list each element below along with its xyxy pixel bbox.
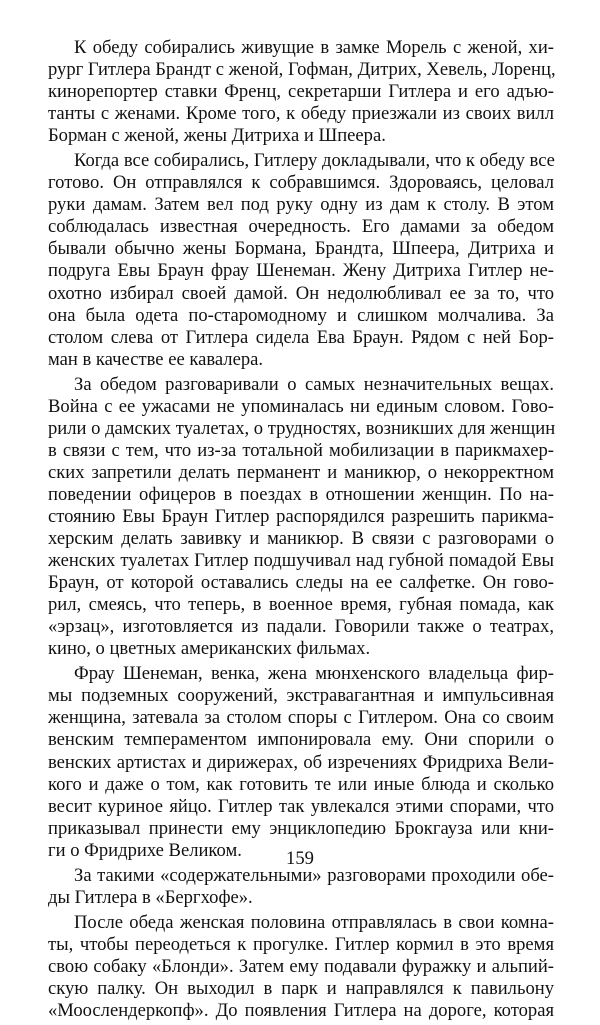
- text-line: кино, о цветных американских фильмах.: [48, 638, 371, 660]
- text-line: Когда все собирались, Гитлеру докладывали, что к обеду все: [74, 150, 555, 172]
- text-line: «эрзац», изготовляется из падали. Говорили также о театрах,: [48, 616, 554, 638]
- text-line: венских артистах и дирижерах, об изречениях Фридриха Вели-: [48, 751, 554, 773]
- paragraph: [48, 663, 554, 861]
- page-number: 159: [286, 848, 314, 869]
- text-line: Борман с женой, жены Дитриха и Шпеера.: [48, 125, 386, 147]
- text-line: рили о дамских туалетах, о трудностях, возникших для женщин: [48, 417, 556, 439]
- text-line: соблюдалась известная очередность. Его дамами за обедом: [48, 216, 554, 238]
- text-line: поведении офицеров в поездах в отношении женщин. По на-: [48, 483, 554, 505]
- text-line: ман в качестве ее кавалера.: [48, 348, 264, 370]
- text-line: «Моослендеркопф». До появления Гитлера на дороге, которая: [48, 1000, 554, 1022]
- text-line: Браун, от которой оставались следы на ее салфетке. Он гово-: [48, 572, 554, 594]
- paragraph: [48, 912, 554, 1022]
- text-line: После обеда женская половина отправлялась в свои комна-: [74, 911, 554, 933]
- text-line: скую палку. Он выходил в парк и направлялся к павильону: [48, 977, 554, 999]
- text-line: За такими «содержательными» разговорами проходили обе-: [74, 864, 554, 886]
- text-line: мы подземных сооружений, экстравагантная и импульсивная: [48, 685, 554, 707]
- text-line: ских запретили делать перманент и маникюр, о некорректном: [48, 461, 554, 483]
- text-line: За обедом разговаривали о самых незначительных вещах.: [74, 373, 554, 395]
- text-line: приказывал принести ему энциклопедию Брокгауза или кни-: [48, 817, 554, 839]
- text-line: подруга Евы Браун фрау Шенеман. Жену Дитриха Гитлер не-: [48, 260, 554, 282]
- text-line: женщина, затевала за столом споры с Гитлером. Она со своим: [48, 707, 554, 729]
- text-line: рил, смеясь, что теперь, в военное время, губная помада, как: [48, 594, 554, 616]
- text-line: женских туалетах Гитлер подшучивал над губной помадой Евы: [48, 550, 554, 572]
- text-line: К обеду собирались живущие в замке Морель с женой, хи-: [74, 37, 554, 58]
- paragraph: [48, 374, 554, 661]
- document-page: [48, 37, 554, 1025]
- text-line: венским темпераментом импонировала ему. Они спорили о: [48, 729, 554, 751]
- text-line: готово. Он отправлялся к собравшимся. Здороваясь, целовал: [48, 172, 554, 194]
- paragraph: [48, 37, 554, 147]
- text-line: ты, чтобы переодеться к прогулке. Гитлер кормил в это время: [48, 933, 554, 955]
- text-line: стоянию Евы Браун Гитлер распорядился разрешить парикма-: [48, 505, 554, 527]
- paragraph: [48, 150, 554, 370]
- text-line: кинорепортер ставки Френц, секретарши Гитлера и его адъю-: [48, 81, 554, 103]
- text-line: ды Гитлера в «Бергхофе».: [48, 886, 253, 908]
- text-line: руки дамам. Затем вел под руку одну из дам к столу. В этом: [48, 194, 554, 216]
- text-line: рург Гитлера Брандт с женой, Гофман, Дитрих, Хевель, Лоренц,: [48, 59, 556, 81]
- text-line: столом слева от Гитлера сидела Ева Браун. Рядом с ней Бор-: [48, 326, 554, 348]
- text-line: она была одета по-старомодному и слишком молчалива. За: [48, 304, 554, 326]
- text-line: Война с ее ужасами не упоминалась ни единым словом. Гово-: [48, 395, 554, 417]
- text-line: херским делать завивку и маникюр. В связи с разговорами о: [48, 528, 554, 550]
- paragraph: [48, 865, 554, 909]
- text-line: свою собаку «Блонди». Затем ему подавали фуражку и альпий-: [48, 955, 554, 977]
- text-line: весит куриное яйцо. Гитлер так увлекался этими спорами, что: [48, 795, 554, 817]
- text-line: кого и даже о том, как готовить те или иные блюда и сколько: [48, 773, 554, 795]
- text-line: танты с женами. Кроме того, к обеду приезжали из своих вилл: [48, 103, 554, 125]
- text-line: в связи с тем, что из-за тотальной мобилизации в парикмахер-: [48, 439, 554, 461]
- document-body-text: [48, 37, 554, 1022]
- text-line: ги о Фридрихе Великом.: [48, 839, 242, 861]
- text-line: охотно избирал своей дамой. Он недолюбливал ее за то, что: [48, 282, 554, 304]
- text-line: бывали обычно жены Бормана, Брандта, Шпеера, Дитриха и: [48, 238, 554, 260]
- text-line: Фрау Шенеман, венка, жена мюнхенского владельца фир-: [74, 663, 554, 685]
